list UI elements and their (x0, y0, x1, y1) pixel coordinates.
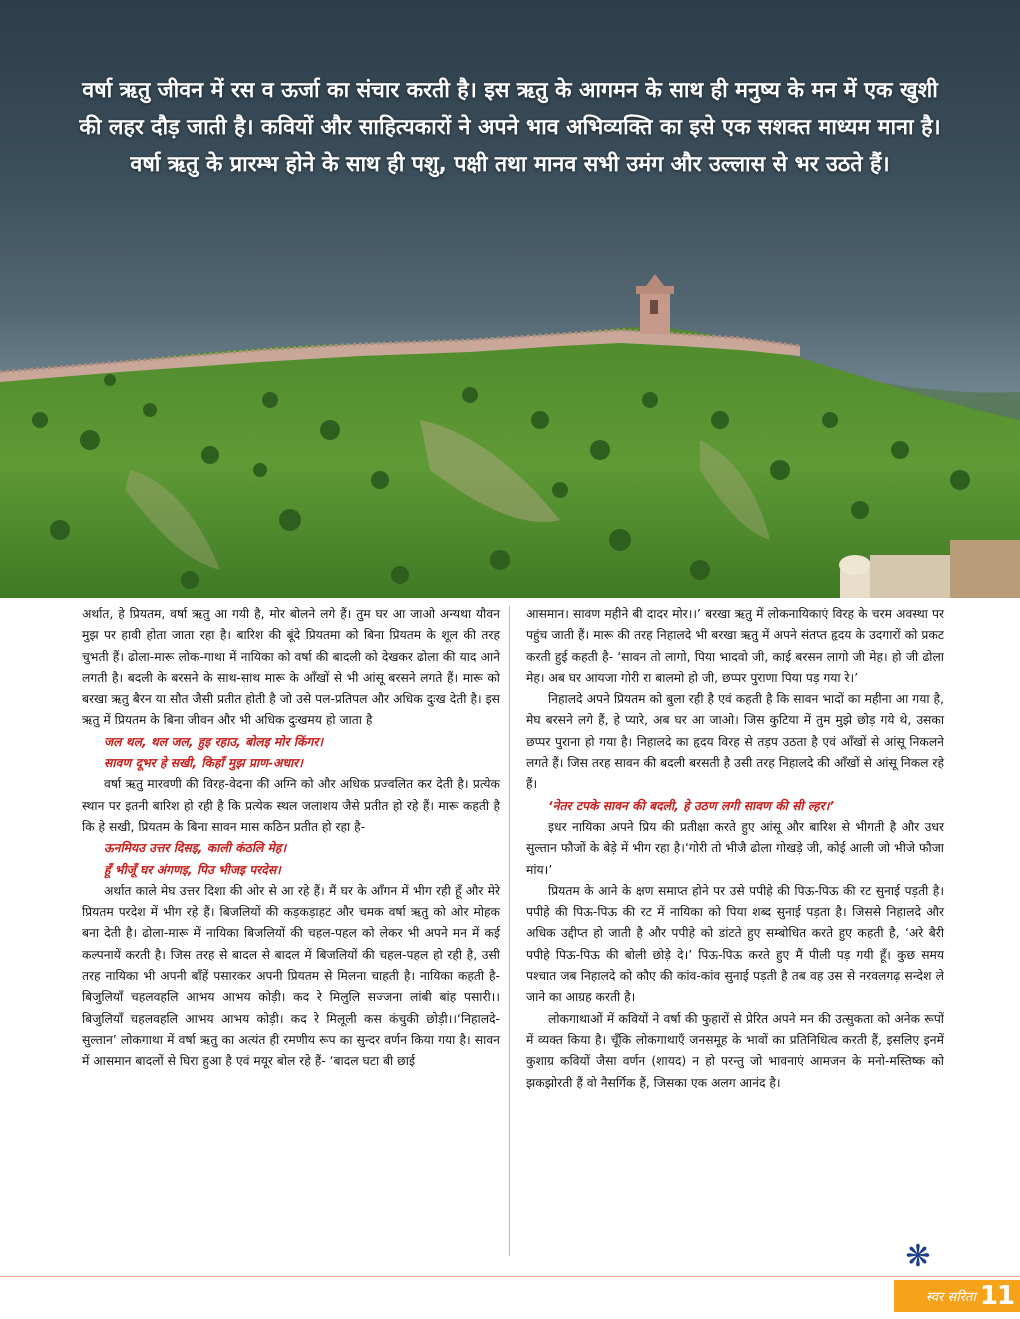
verse-line: जल थल, थल जल, हुइ रहाउ, बोलइ मोर किंगर। (104, 734, 324, 749)
column-divider (509, 606, 510, 1256)
footer-rule (0, 1276, 1020, 1277)
right-paragraph-5: लोकगाथाओं में कवियों ने वर्षा की फुहारों से प्रेरित अपने मन की उत्सुकता को अनेक रूपों में व्यक्त किया है। चूँकि लोकगाथाएँ जनसमूह के भावों का प्रतिनिधित्व करती हैं, इसलिए इनमें कुशाग्र कवियों जैसा वर्णन (शायद) न हो परन्तु जो भावनाएं आमजन के मनो-मस्तिष्क को झकझोरती हैं वो नैसर्गिक हैं, जिसका एक अलग आनंद है। (526, 1011, 944, 1090)
verse-line: सावण दूभर हे सखी, किहाँ मुझ प्राण-अधार। (104, 756, 303, 771)
right-paragraph-1: आसमान। सावण महीने बी दादर मोर।।’ बरखा ऋतु में लोकनायिकाएं विरह के चरम अवस्था पर पहुंच जाती हैं। मारू की तरह निहालदे भी बरखा ऋतु में अपने संतप्त हृदय के उदगारों को प्रकट करती हुई कहती है- ‘सावन तो लागो, पिया भादवो जी, काई बरसन लागो जी मेह। हो जी ढोला मेह। अब घर आयजा गोरी रा बालमो हो जी, छप्पर पुराणा पिया पड़ गया रे।’ (526, 607, 944, 685)
verse-line: ऊनमियउ उत्तर दिसइ, काली कंठलि मेह। (104, 841, 287, 856)
page-number: 11 (979, 1281, 1014, 1311)
right-paragraph-4: प्रियतम के आने के क्षण समाप्त होने पर उसे पपीहे की पिऊ-पिऊ की रट सुनाई पड़ती है। पपीहे की पिऊ-पिऊ की रट में नायिका को पिया शब्द सुनाई पड़ता है। जिससे निहालदे और अधिक उद्दीप्त हो जाती है और पपीहे को डांटते हुए सम्बोधित करते हुए कहती है, ‘अरे बैरी पपीहे पिऊ-पिऊ की बोली छोड़े दे।’ पिऊ-पिऊ करते हुए मैं पीली पड़ गयी हूँ। कुछ समय पश्चात जब निहालदे को कौए की कांव-कांव सुनाई पड़ती है तब वह उस से नरवलगढ़ सन्देश ले जाने का आग्रह करती है। (526, 883, 944, 1005)
left-paragraph-1: अर्थात, हे प्रियतम, वर्षा ऋतु आ गयी है, मोर बोलने लगे हैं। तुम घर आ जाओ अन्यथा यौवन मुझ पर हावी होता जाता रहा है। बारिश की बूंदे प्रियतमा को बिना प्रियतम के शूल की तरह चुभती हैं। ढोला-मारू लोक-गाथा में नायिका को वर्षा की बादली को देखकर ढोला की याद आने लगती है। बदली के बरसने के साथ-साथ मारू के आँखों से भी आंसू बरसने लगते हैं। मारू को बरखा ऋतु बैरन या सौत जैसी प्रतीत होती है जो उसे पल-प्रतिपल और अधिक दुःख देती है। इस ऋतु में प्रियतम के बिना जीवन और भी अधिक दुःखमय हो जाता है (82, 607, 500, 728)
left-column (82, 604, 500, 1073)
right-column (526, 604, 944, 1094)
left-paragraph-3: अर्थात काले मेघ उत्तर दिशा की ओर से आ रहे हैं। मैं घर के आँगन में भीग रही हूँ और मेरे प्रियतम परदेश में भीग रहे हैं। बिजलियों की कड़कड़ाहट और चमक वर्षा ऋतु को ओर मोहक बना देती है। ढोला-मारू में नायिका बिजलियों की चहल-पहल को लेकर भी अपने मन में कई कल्पनायें करती है। जिस तरह से बादल से बादल में बिजलियों की चहल-पहल हो रही है, उसी तरह नायिका भी अपनी बाँहें पसारकर अपनी प्रियतम से मिलना चाहती है। नायिका कहती है- बिजुलियाँ चहलवहलि आभय आभय कोड़ी। कद रे मिलुलि सज्जना लांबी बांह पसारी।। बिजुलियाँ चहलवहलि आभय आभय कोड़ी। कद रे मिलूली कस कंचुकी छोड़ी।।‘निहालदे-सुल्तान’ लोकगाथा में वर्षा ऋतु का अत्यंत ही रमणीय रूप का सुन्दर वर्णन किया गया है। सावन में आसमान बादलों से घिरा हुआ है एवं मयूर बोल रहे हैं- ‘बादल घटा बी छाई (82, 883, 500, 1069)
swirl-ornament-icon: ❋ (905, 1239, 931, 1274)
hero-image (0, 0, 1020, 598)
right-paragraph-2: निहालदे अपने प्रियतम को बुला रही है एवं कहती है कि सावन भादों का महीना आ गया है, मेघ बरसने लगे हैं, हे प्यारे, अब घर आ जाओ। जिस कुटिया में तुम मुझे छोड़ गये थे, उसका छप्पर पुराना हो गया है। निहालदे का हृदय विरह से तड़प उठता है एवं आँखों से आंसू निकलने लगते हैं। जिस तरह सावन की बदली बरसती है उसी तरह निहालदे की आँखों से आंसू निकल रहे हैं। (526, 692, 944, 792)
right-paragraph-3: इधर नायिका अपने प्रिय की प्रतीक्षा करते हुए आंसू और बारिश से भीगती है और उधर सुल्तान फौजों के बेड़े में भीग रहा है।‘गोरी तो भीजै ढोला गोखड़े जी, कोई आली जो भीजे फौजा मांय।’ (526, 819, 944, 877)
left-paragraph-2: वर्षा ऋतु मारवणी की विरह-वेदना की अग्नि को और अधिक प्रज्वलित कर देती है। प्रत्येक स्थान पर इतनी बारिश हो रही है कि प्रत्येक स्थल जलाशय जैसे प्रतीत हो रहे हैं। मारू कहती है कि हे सखी, प्रियतम के बिना सावन मास कठिन प्रतीत हो रहा है- (82, 777, 500, 834)
verse-line: हूँ भीजूँ घर अंगणइ, पिउ भीजइ परदेस। (104, 862, 281, 877)
verse-line: ‘नेतर टपके सावन की बदली, हे उठण लगी सावण की सी ल्हर।’ (548, 798, 835, 813)
page-tag (894, 1280, 1020, 1312)
magazine-name: स्वर सरिता (925, 1290, 976, 1305)
intro-text: वर्षा ऋतु जीवन में रस व ऊर्जा का संचार करती है। इस ऋतु के आगमन के साथ ही मनुष्य के मन में एक खुशी की लहर दौड़ जाती है। कवियों और साहित्यकारों ने अपने भाव अभिव्यक्ति का इसे एक सशक्त माध्यम माना है। वर्षा ऋतु के प्रारम्भ होने के साथ ही पशु, पक्षी तथा मानव सभी उमंग और उल्लास से भर उठते हैं। (79, 78, 941, 177)
